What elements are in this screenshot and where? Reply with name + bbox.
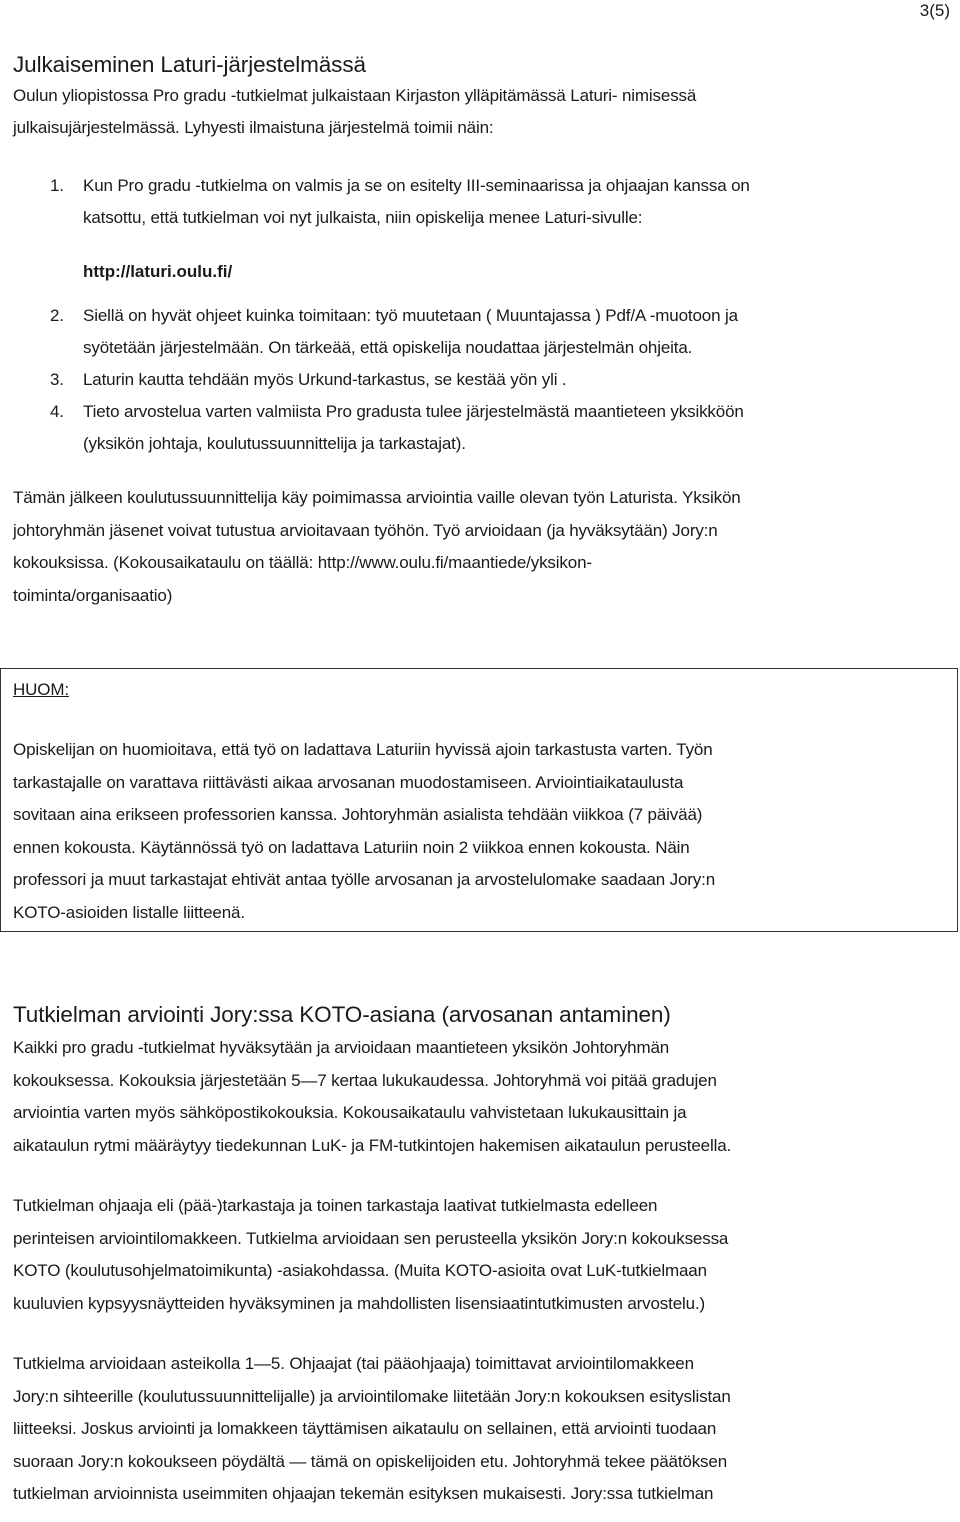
notice-line: Opiskelijan on huomioitava, että työ on ladattava Laturiin hyvissä ajoin tarkastusta varten. Työn [13,740,713,759]
step-line: katsottu, että tutkielman voi nyt julkaista, niin opiskelija menee Laturi-sivulle: [83,208,643,227]
paragraph-line: kuuluvien kypsyysnäytteiden hyväksyminen ja mahdollisten lisensiaatintutkimusten arvostelu.) [13,1293,706,1313]
page-number: 3(5) [919,1,950,20]
evaluation-paragraph [13,1190,948,1320]
step-item [13,396,948,460]
section-heading-evaluation: Tutkielman arviointi Jory:ssa KOTO-asiana (arvosanan antaminen) [13,1002,671,1027]
evaluation-paragraph [13,1032,948,1162]
step-number: 2. [50,306,64,325]
paragraph-line: kokouksessa. Kokouksia järjestetään 5—7 kertaa lukukaudessa. Johtoryhmä voi pitää gradujen [13,1070,717,1090]
steps-list-continued [13,300,948,460]
document-body [13,50,948,1503]
step-line: Siellä on hyvät ohjeet kuinka toimitaan: työ muutetaan ( Muuntajassa ) Pdf/A -muotoon ja [83,306,738,325]
paragraph-line: liitteeksi. Joskus arviointi ja lomakkeen täyttämisen aikataulu on sellainen, että arviointi tuodaan [13,1419,717,1438]
paragraph-line: aikataulun rytmi määräytyy tiedekunnan LuK- ja FM-tutkintojen hakemisen aikataulun perusteella. [13,1135,732,1155]
notice-line: KOTO-asioiden listalle liitteenä. [13,902,245,922]
step-line: Kun Pro gradu -tutkielma on valmis ja se on esitelty III-seminaarissa ja ohjaajan kanssa on [83,176,750,195]
notice-line: tarkastajalle on varattava riittävästi aikaa arvosanan muodostamiseen. Arviointiaikataulusta [13,772,684,792]
paragraph-line: Jory:n sihteerille (koulutussuunnittelijalle) ja arviointilomake liitetään Jory:n kokouksen esityslistan [13,1386,731,1406]
notice-line: sovitaan aina erikseen professorien kanssa. Johtoryhmän asialista tehdään viikkoa (7 päivää) [13,805,703,824]
followup-line: kokouksissa. (Kokousaikataulu on täällä: http://www.oulu.fi/maantiede/yksikon- [13,553,592,572]
steps-list [13,170,948,234]
intro-paragraph [13,80,948,144]
intro-line: Oulun yliopistossa Pro gradu -tutkielmat julkaistaan Kirjaston ylläpitämässä Laturi- nimisessä [13,86,697,105]
paragraph-line: arviointia varten myös sähköpostikokouksia. Kokousaikataulu vahvistetaan lukukausittain ja [13,1103,687,1122]
step-line: syötetään järjestelmään. On tärkeää, että opiskelija noudattaa järjestelmän ohjeita. [83,338,693,357]
step-item [13,300,948,364]
paragraph-line: KOTO (koulutusohjelmatoimikunta) -asiakohdassa. (Muita KOTO-asioita ovat LuK-tutkielmaan [13,1261,707,1280]
followup-line: johtoryhmän jäsenet voivat tutustua arvioitavaan työhön. Työ arvioidaan (ja hyväksytään) Jory:n [13,520,718,540]
paragraph-line: tutkielman arvioinnista useimmiten ohjaajan tekemän esityksen mukaisesti. Jory:ssa tutkielman [13,1484,714,1503]
paragraph-line: Tutkielma arvioidaan asteikolla 1—5. Ohjaajat (tai pääohjaaja) toimittavat arviointilomakkeen [13,1354,694,1373]
paragraph-line: perinteisen arviointilomakkeen. Tutkielma arvioidaan sen perusteella yksikön Jory:n kokouksessa [13,1228,729,1248]
followup-line: toiminta/organisaatio) [13,585,173,605]
step-line: Tieto arvostelua varten valmiista Pro gradusta tulee järjestelmästä maantieteen yksikköön [83,402,744,421]
step-item [13,364,948,396]
notice-line: ennen kokousta. Käytännössä työ on ladattava Laturiin noin 2 viikkoa ennen kokousta. Näin [13,837,690,857]
step-number: 1. [50,176,64,195]
section2 [13,1000,948,1511]
intro-line: julkaisujärjestelmässä. Lyhyesti ilmaistuna järjestelmä toimii näin: [13,118,494,137]
followup-paragraph [13,482,948,612]
paragraph-line: Kaikki pro gradu -tutkielmat hyväksytään ja arvioidaan maantieteen yksikön Johtoryhmän [13,1038,670,1057]
section-heading-publishing: Julkaiseminen Laturi-järjestelmässä [13,52,366,77]
paragraph-line: suoraan Jory:n kokoukseen pöydältä — tämä on opiskelijoiden etu. Johtoryhmä tekee päätöksen [13,1451,728,1471]
followup-line: Tämän jälkeen koulutussuunnittelija käy poimimassa arviointia vaille olevan työn Laturista. Yksikön [13,488,741,507]
laturi-url: http://laturi.oulu.fi/ [83,262,233,281]
step-number: 4. [50,402,64,421]
notice-box [0,668,958,932]
step-number: 3. [50,370,64,389]
evaluation-paragraph [13,1348,948,1511]
notice-title: HUOM: [13,680,69,699]
step-item [13,170,948,234]
step-line: Laturin kautta tehdään myös Urkund-tarkastus, se kestää yön yli . [83,370,567,389]
paragraph-line: Tutkielman ohjaaja eli (pää-)tarkastaja ja toinen tarkastaja laativat tutkielmasta edelleen [13,1196,658,1215]
notice-line: professori ja muut tarkastajat ehtivät antaa työlle arvosanan ja arvostelulomake saadaan Jory:n [13,870,716,889]
step-line: (yksikön johtaja, koulutussuunnittelija ja tarkastajat). [83,434,466,453]
notice-body [13,734,945,929]
